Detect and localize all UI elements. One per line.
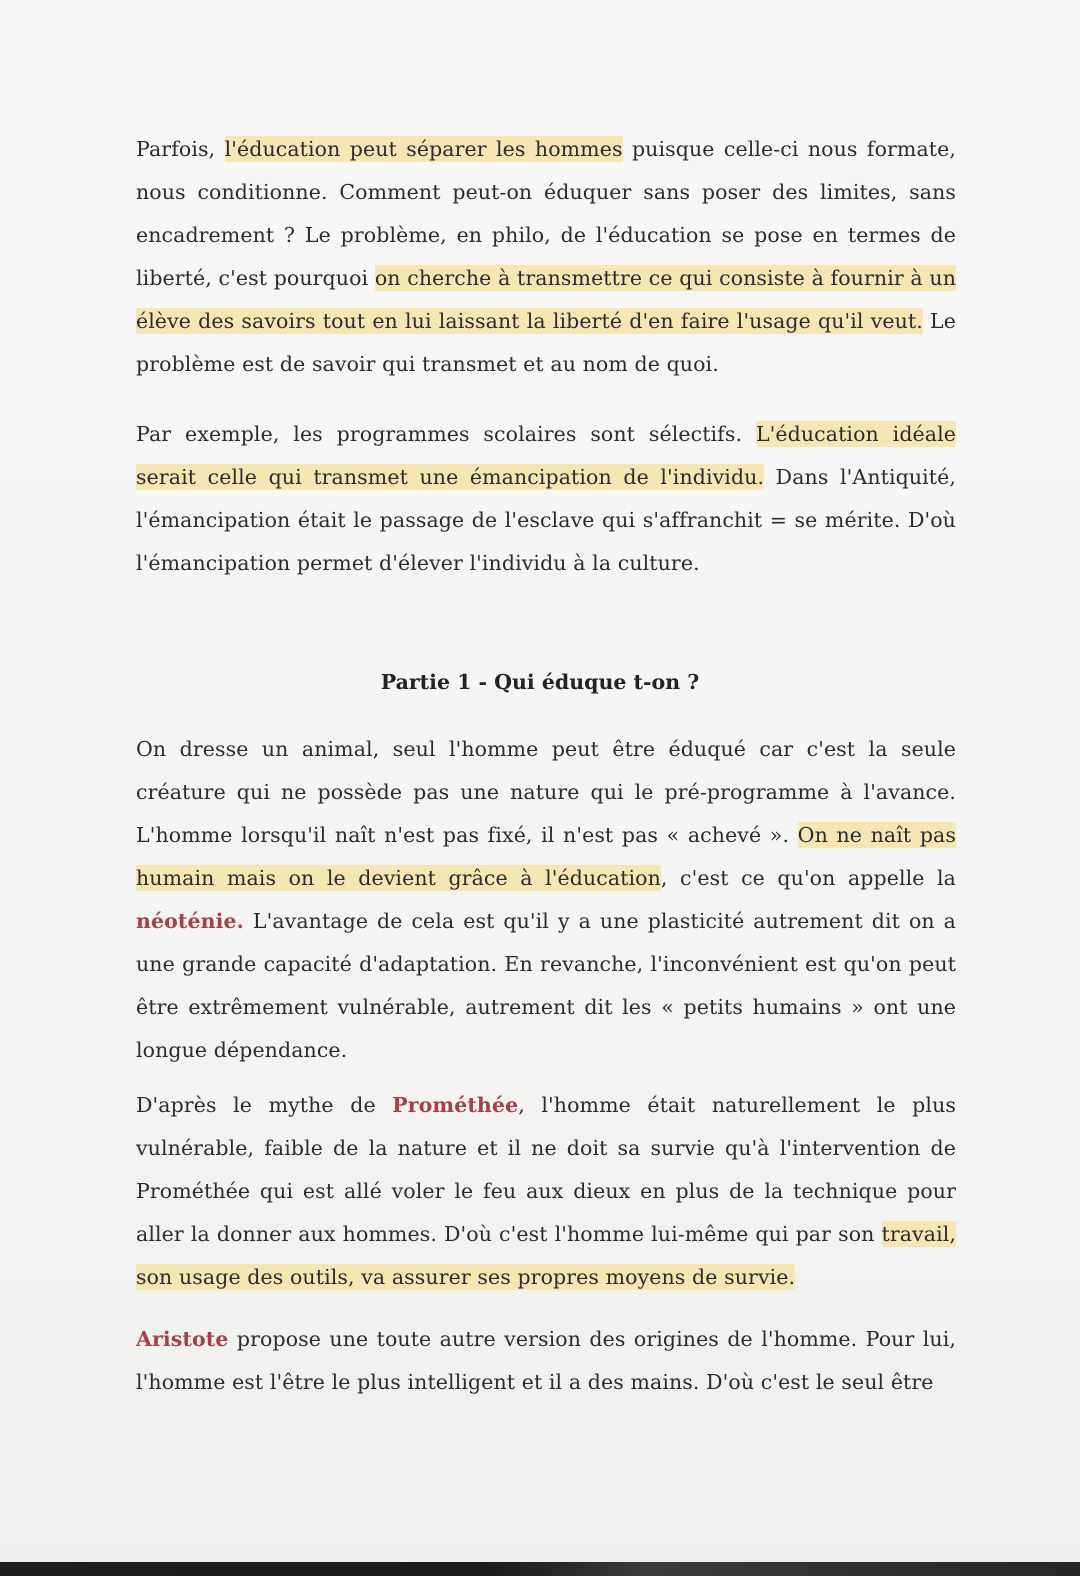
key-term-neotenie: néoténie. [136,909,244,933]
part1-paragraph-1 [136,728,956,1072]
intro-text: Parfois, [136,137,225,161]
key-term-promethee: Prométhée [392,1093,519,1117]
intro-text: Par exemple, les programmes scolaires sont sélectifs. [136,422,756,446]
section-heading: Partie 1 - Qui éduque t-on ? [380,670,700,694]
highlighted-text: L'éducation idéale serait celle qui transmet une émancipation de l'individu. [136,422,956,489]
part1-paragraph-3 [136,1318,956,1404]
intro-paragraph-1 [136,128,956,386]
part1-paragraph-2 [136,1084,956,1299]
body-text: propose une toute autre version des origines de l'homme. Pour lui, l'homme est l'être le plus intelligent et il a des mains. D'où c'est le seul être [136,1327,956,1394]
highlighted-text: travail, son usage des outils, va assurer ses propres moyens de survie. [136,1222,956,1289]
highlighted-text: l'éducation peut séparer les hommes [224,137,623,161]
key-term-aristote: Aristote [136,1327,229,1351]
highlighted-text: On ne naît pas humain mais on le devient grâce à l'éducation [136,823,956,890]
body-text: , c'est ce qu'on appelle la [660,866,956,890]
intro-text: puisque celle-ci nous formate, nous conditionne. Comment peut-on éduquer sans poser des limites, sans encadrement ? Le problème, en philo, de l'éducation se pose en termes de liberté, c'est pourquoi [136,137,956,290]
intro-paragraph-2 [136,413,956,585]
intro-text: Le problème est de savoir qui transmet et au nom de quoi. [136,309,956,376]
body-text: L'avantage de cela est qu'il y a une plasticité autrement dit on a une grande capacité d'adaptation. En revanche, l'inconvénient est qu'on peut être extrêmement vulnérable, autrement dit les « petits humains » ont une longue dépendance. [136,909,956,1062]
highlighted-text: on cherche à transmettre ce qui consiste à fournir à un élève des savoirs tout en lui laissant la liberté d'en faire l'usage qu'il veut. [136,266,957,333]
photo-bottom-edge [0,1562,1080,1576]
body-text: On dresse un animal, seul l'homme peut être éduqué car c'est la seule créature qui ne possède pas une nature qui le pré-programme à l'avance. L'homme lorsqu'il naît n'est pas fixé, il n'est pas « achevé ». [136,737,956,847]
body-text: , l'homme était naturellement le plus vulnérable, faible de la nature et il ne doit sa survie qu'à l'intervention de Prométhée qui est allé voler le feu aux dieux en plus de la technique pour aller la donner aux hommes. D'où c'est l'homme lui-même qui par son [136,1093,956,1246]
intro-text: Dans l'Antiquité, l'émancipation était le passage de l'esclave qui s'affranchit = se mérite. D'où l'émancipation permet d'élever l'individu à la culture. [136,465,956,575]
body-text: D'après le mythe de [136,1093,393,1117]
